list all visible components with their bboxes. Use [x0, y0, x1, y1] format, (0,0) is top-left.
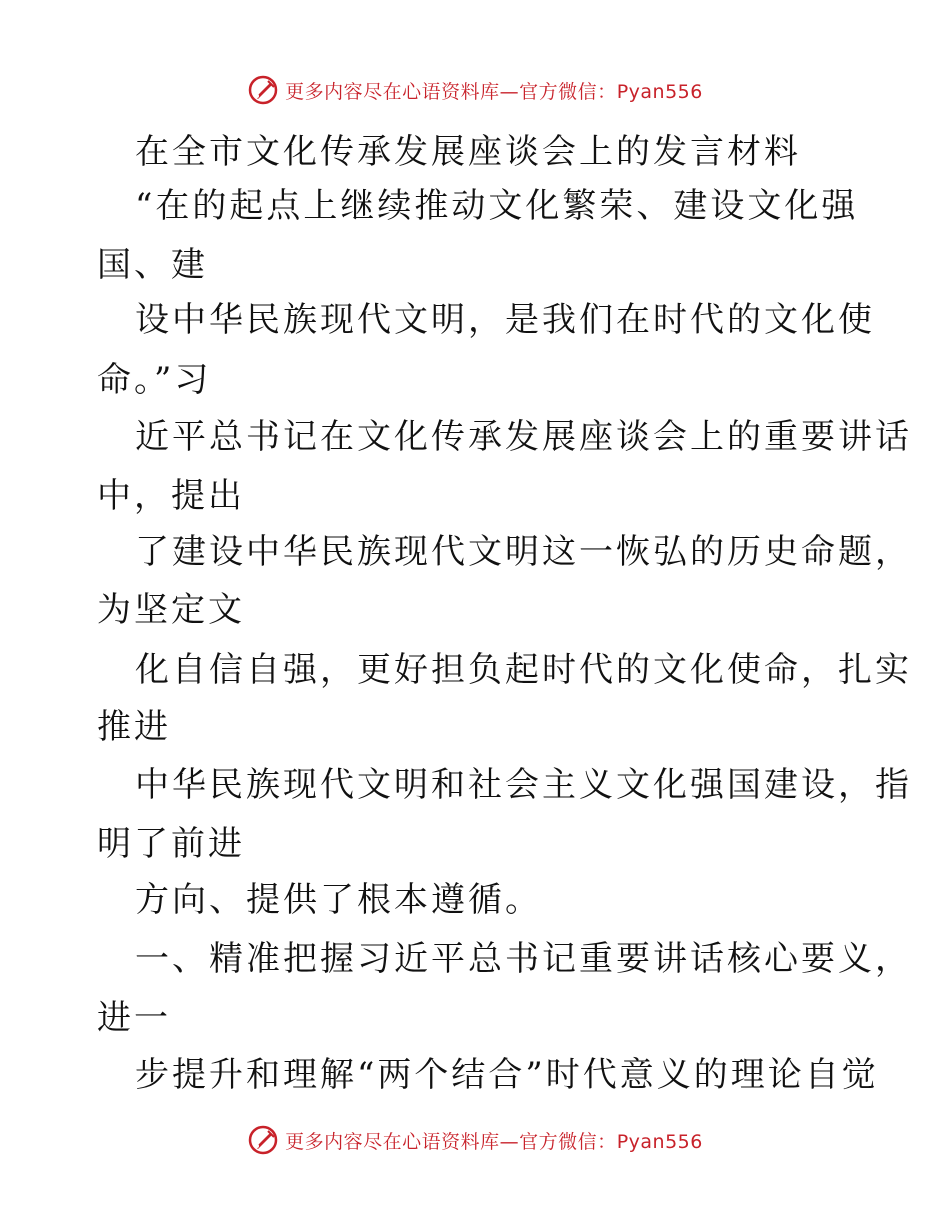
document-title: 在全市文化传承发展座谈会上的发言材料 — [135, 132, 801, 172]
banner-label: 更多内容尽在心语资料库 — [285, 1130, 500, 1153]
paragraph-line: 设中华民族现代文明，是我们在时代的文化使 — [135, 300, 875, 340]
paragraph-line: 命。”习 — [97, 360, 212, 400]
banner-wechat-label: 官方微信： — [519, 1130, 617, 1153]
paragraph-line: 推进 — [97, 707, 171, 747]
paragraph-line: “在的起点上继续推动文化繁荣、建设文化强 — [135, 186, 859, 226]
banner-dash: — — [499, 1130, 520, 1153]
paragraph-line: 了建设中华民族现代文明这一恢弘的历史命题， — [135, 532, 912, 572]
section-heading-line: 一、精准把握习近平总书记重要讲话核心要义， — [135, 939, 912, 979]
banner-text — [285, 1127, 703, 1154]
paragraph-line: 中，提出 — [97, 476, 245, 516]
paragraph-line: 方向、提供了根本遵循。 — [135, 880, 542, 920]
paragraph-line: 中华民族现代文明和社会主义文化强国建设，指 — [135, 765, 912, 805]
section-heading-line: 进一 — [97, 998, 171, 1038]
quill-logo-icon — [247, 1124, 279, 1156]
paragraph-line: 国、建 — [97, 245, 208, 285]
banner-wechat-id: Pyan556 — [616, 1130, 703, 1153]
paragraph-line: 近平总书记在文化传承发展座谈会上的重要讲话 — [135, 417, 912, 457]
banner-wechat-id: Pyan556 — [616, 80, 703, 103]
quill-logo-icon — [247, 74, 279, 106]
header-banner — [0, 70, 950, 110]
footer-banner — [0, 1120, 950, 1160]
banner-dash: — — [499, 80, 520, 103]
section-heading-line: 步提升和理解“两个结合”时代意义的理论自觉 — [135, 1055, 879, 1095]
paragraph-line: 为坚定文 — [97, 590, 245, 630]
banner-label: 更多内容尽在心语资料库 — [285, 80, 500, 103]
paragraph-line: 明了前进 — [97, 824, 245, 864]
banner-wechat-label: 官方微信： — [519, 80, 617, 103]
banner-text — [285, 77, 703, 104]
paragraph-line: 化自信自强，更好担负起时代的文化使命，扎实 — [135, 650, 912, 690]
